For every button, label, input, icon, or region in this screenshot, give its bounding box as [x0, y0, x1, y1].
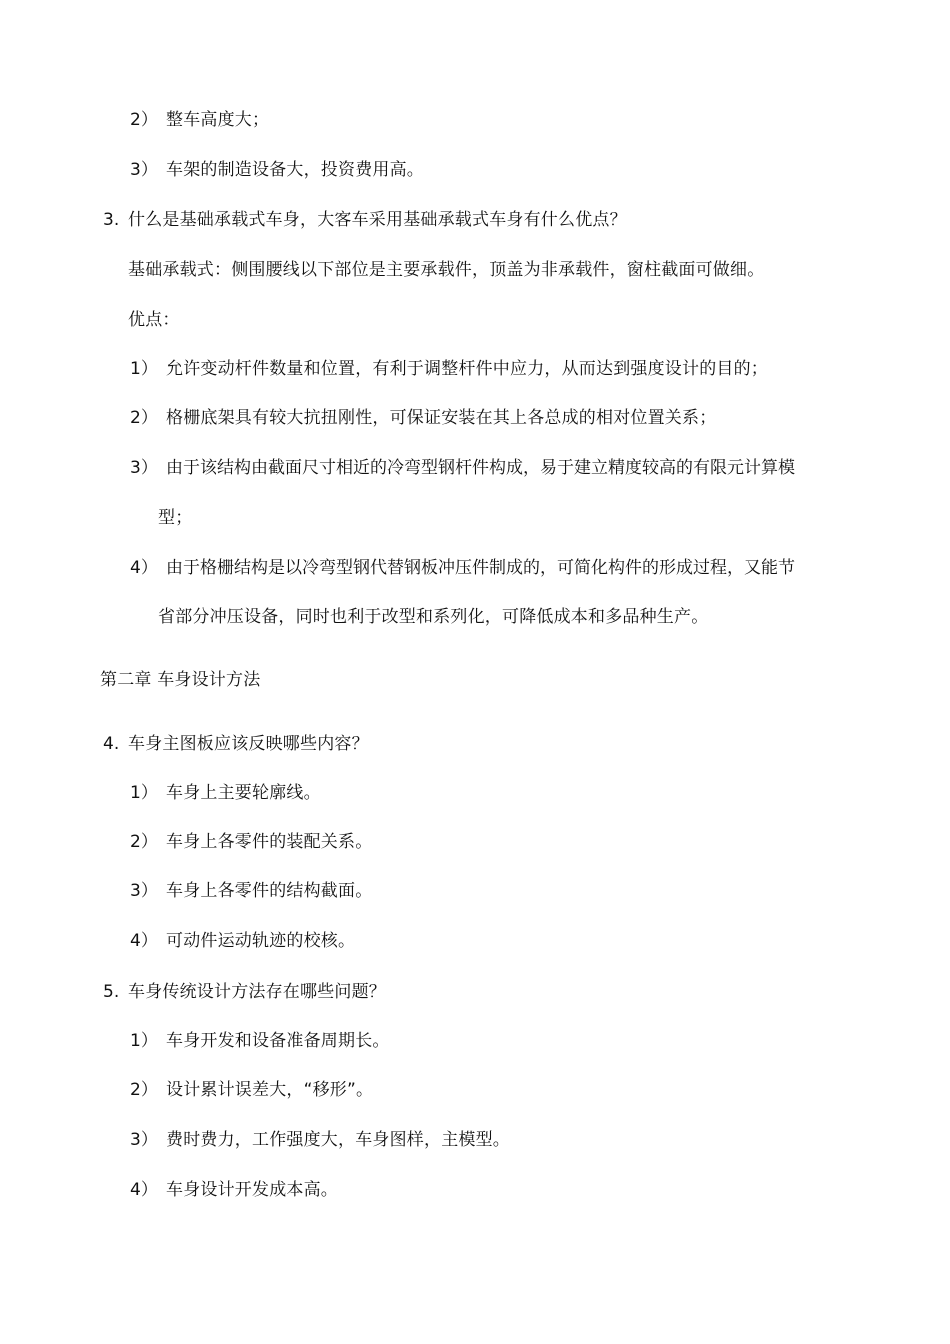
list-item-continuation: 省部分冲压设备，同时也利于改型和系列化，可降低成本和多品种生产。 — [158, 607, 709, 627]
list-marker: 4） — [130, 1180, 158, 1200]
list-item: 整车高度大； — [166, 110, 270, 130]
question-text: 什么是基础承载式车身，大客车采用基础承载式车身有什么优点？ — [128, 210, 627, 230]
list-marker: 1） — [130, 783, 158, 803]
question-number: 3. — [103, 210, 120, 230]
list-marker: 2） — [130, 408, 158, 428]
chapter-heading: 第二章 车身设计方法 — [100, 670, 261, 690]
list-item: 车身上主要轮廓线。 — [166, 783, 321, 803]
question-text: 车身主图板应该反映哪些内容？ — [128, 734, 369, 754]
list-item: 车身开发和设备准备周期长。 — [166, 1031, 390, 1051]
list-marker: 1） — [130, 359, 158, 379]
advantages-label: 优点： — [128, 310, 180, 330]
list-item: 由于该结构由截面尺寸相近的冷弯型钢杆件构成，易于建立精度较高的有限元计算模 — [166, 458, 795, 478]
question-number: 5. — [103, 982, 120, 1002]
list-item: 车身设计开发成本高。 — [166, 1180, 338, 1200]
list-item-continuation: 型； — [158, 508, 193, 528]
list-item: 允许变动杆件数量和位置，有利于调整杆件中应力，从而达到强度设计的目的； — [166, 359, 768, 379]
list-marker: 2） — [130, 110, 158, 130]
question-number: 4. — [103, 734, 120, 754]
list-item: 车架的制造设备大，投资费用高。 — [166, 160, 424, 180]
list-marker: 3） — [130, 881, 158, 901]
list-marker: 2） — [130, 832, 158, 852]
list-marker: 4） — [130, 558, 158, 578]
list-marker: 3） — [130, 458, 158, 478]
question-text: 车身传统设计方法存在哪些问题？ — [128, 982, 386, 1002]
definition-paragraph: 基础承载式：侧围腰线以下部位是主要承载件，顶盖为非承载件，窗柱截面可做细。 — [128, 260, 765, 280]
list-item: 车身上各零件的结构截面。 — [166, 881, 373, 901]
list-item: 可动件运动轨迹的校核。 — [166, 931, 356, 951]
list-marker: 4） — [130, 931, 158, 951]
list-item: 费时费力，工作强度大，车身图样，主模型。 — [166, 1130, 510, 1150]
list-item: 车身上各零件的装配关系。 — [166, 832, 373, 852]
list-item: 设计累计误差大，“移形”。 — [166, 1080, 374, 1100]
list-item: 格栅底架具有较大抗扭刚性，可保证安装在其上各总成的相对位置关系； — [166, 408, 717, 428]
list-marker: 3） — [130, 160, 158, 180]
list-item: 由于格栅结构是以冷弯型钢代替钢板冲压件制成的，可简化构件的形成过程，又能节 — [166, 558, 795, 578]
list-marker: 2） — [130, 1080, 158, 1100]
list-marker: 1） — [130, 1031, 158, 1051]
list-marker: 3） — [130, 1130, 158, 1150]
